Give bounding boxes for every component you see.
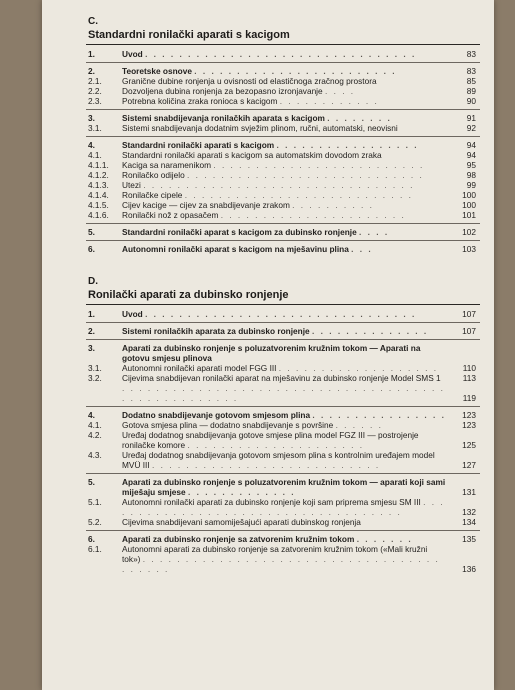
entry-number: 2. (88, 326, 95, 336)
entry-page: 113 (462, 373, 476, 383)
entry-page: 83 (466, 49, 476, 59)
entry-number: 3. (88, 113, 95, 123)
toc-entry (88, 150, 476, 160)
entry-page: 103 (462, 244, 476, 254)
toc-entry (88, 373, 476, 383)
entry-page: 91 (466, 113, 476, 123)
entry-page: 101 (462, 210, 476, 220)
entry-number: 2. (88, 66, 95, 76)
entry-page: 107 (462, 309, 476, 319)
entry-title: Uvod (122, 309, 143, 319)
entry-page: 99 (466, 180, 476, 190)
entry-page: 95 (466, 160, 476, 170)
divider (86, 109, 480, 110)
toc-entry (88, 86, 476, 96)
entry-title: Potrebna količina zraka ronioca s kacigom (122, 96, 278, 106)
leader-dots: . . . . . . . . . . . . . . . . (312, 410, 446, 420)
leader-dots: . . . . . . . . . . . . (279, 96, 379, 106)
entry-number: 4.1.1. (88, 160, 109, 170)
entry-title: Teoretske osnove (122, 66, 192, 76)
entry-number: 2.3. (88, 96, 102, 106)
divider (86, 240, 480, 241)
entry-title: Ronilački nož z opasačem (122, 210, 219, 220)
toc-entry (88, 244, 476, 254)
leader-dots: . . . . . . . . . . . . . . . . . . . . . (187, 440, 365, 450)
entry-title: Granične dubine ronjenja u ovisnosti od elastičnoga zračnog prostora (122, 76, 377, 86)
entry-number: 4.1. (88, 150, 102, 160)
leader-dots: . . . . . . (335, 420, 383, 430)
entry-title: Autonomni ronilački aparati za dubinsko ronjenje koji sam priprema smjesu SM III (122, 497, 421, 507)
section-letter: C. (88, 16, 98, 27)
leader-dots: . . . . . . . . . . . . . . . . . . . . . . . . . . . . . . . . (145, 49, 417, 59)
entry-number: 4.1.3. (88, 180, 109, 190)
toc-entry (88, 450, 476, 470)
leader-dots: . . . . . . . . (327, 113, 392, 123)
divider (86, 473, 480, 474)
entry-title: Sistemi snabdijevanja ronilačkih aparata s kacigom (122, 113, 325, 123)
leader-dots: . . . . . . . . . . . . . . . . . . . . . . . . . . . . . . . . (143, 180, 415, 190)
entry-number: 6. (88, 244, 95, 254)
leader-dots: . . . . . . . . . . . . . . . . . . . . . . . . . . . . (187, 170, 424, 180)
toc-entry (88, 534, 476, 544)
entry-page: 92 (466, 123, 476, 133)
entry-page: 123 (462, 410, 476, 420)
toc-entry (88, 420, 476, 430)
toc-entry (88, 190, 476, 200)
divider (86, 406, 480, 407)
entry-title: Ronilačko odijelo (122, 170, 185, 180)
entry-page: 98 (466, 170, 476, 180)
entry-page: 100 (462, 190, 476, 200)
divider (86, 223, 480, 224)
entry-number: 2.2. (88, 86, 102, 96)
leader-dots: . . . . . . . . . . . . . (187, 487, 296, 497)
entry-number: 4.1.6. (88, 210, 109, 220)
entry-page: 132 (462, 507, 476, 517)
entry-title: Standardni ronilački aparati s kacigom (122, 140, 275, 150)
toc-entry (88, 96, 476, 106)
leader-dots: . . . . . . . . . . . . . . . . . . . (278, 363, 439, 373)
entry-page: 136 (462, 564, 476, 574)
toc-entry (88, 113, 476, 123)
leader-dots: . . . . . . . . . . . . . . . . . . . . . . . . . . . . . . . . (145, 309, 417, 319)
toc-entry (88, 430, 476, 450)
toc-entry (88, 123, 476, 133)
entry-title: Uvod (122, 49, 143, 59)
leader-dots: . . . . . . . . . . . . . . . . . . . . . . (220, 210, 406, 220)
leader-dots: . . . . . . . . . . . . . . . . . . . . . . . . . . . (184, 190, 413, 200)
toc-entry (88, 170, 476, 180)
entry-title: Cijev kacige — cijev za snabdijevanje zrakom (122, 200, 290, 210)
divider (86, 322, 480, 323)
entry-title: Standardni ronilački aparat s kacigom za dubinsko ronjenje (122, 227, 357, 237)
leader-dots: . . . . . . . . . . . . . . (311, 326, 429, 336)
leader-dots: . . . . . . . . . . . . . . . . . . . . . . . . . (213, 160, 425, 170)
entry-title: Uređaj dodatnog snabdijevanja gotovom smjesom plina s kontrolnim uređajem model MVÜ III (122, 450, 435, 470)
entry-title: Gotova smjesa plina — dodatno snabdijevanje s površine (122, 420, 334, 430)
entry-number: 4.1.4. (88, 190, 109, 200)
entry-number: 3. (88, 343, 95, 353)
entry-number: 6.1. (88, 544, 102, 554)
toc-entry (88, 200, 476, 210)
leader-dots: . . . . (324, 86, 356, 96)
entry-page: 94 (466, 150, 476, 160)
divider (86, 136, 480, 137)
entry-title: Dozvoljena dubina ronjenja za bezopasno izronjavanje (122, 86, 323, 96)
entry-title: Kaciga sa naramenikom (122, 160, 212, 170)
entry-number: 1. (88, 309, 95, 319)
section-title: Standardni ronilački aparati s kacigom (88, 29, 290, 41)
section-title: Ronilački aparati za dubinsko ronjenje (88, 289, 289, 301)
entry-number: 5. (88, 227, 95, 237)
entry-page: 85 (466, 76, 476, 86)
section-letter: D. (88, 276, 98, 287)
entry-number: 5. (88, 477, 95, 487)
entry-number: 5.2. (88, 517, 102, 527)
entry-title: Ronilačke cipele (122, 190, 183, 200)
section-c (42, 0, 494, 254)
book-page (42, 0, 494, 690)
entry-page: 119 (462, 393, 476, 403)
toc-entry (88, 343, 476, 363)
entry-title: Autonomni ronilački aparati model FGG III (122, 363, 277, 373)
leader-dots: . . . (351, 244, 373, 254)
toc-entry (88, 477, 476, 497)
leader-dots: . . . . . . . . . . (292, 200, 374, 210)
entry-number: 1. (88, 49, 95, 59)
leader-dots: . . . . . . . . . . . . . . . . . . . . . . . . . . . . . . . . . . . . (122, 497, 445, 517)
leader-dots: . . . . . . . . . . . . . . . . . (276, 140, 419, 150)
toc-entry (88, 517, 476, 527)
entry-page: 94 (466, 140, 476, 150)
toc-entry (88, 544, 476, 574)
entry-title: Aparati za dubinsko ronjenje sa zatvorenim kružnim tokom (122, 534, 355, 544)
entry-number: 4.3. (88, 450, 102, 460)
leader-dots: . . . . (359, 227, 390, 237)
entry-number: 4.1.5. (88, 200, 109, 210)
toc-entry (88, 326, 476, 336)
divider (86, 530, 480, 531)
entry-number: 4. (88, 140, 95, 150)
entry-page: 83 (466, 66, 476, 76)
entry-page: 89 (466, 86, 476, 96)
section-d (42, 254, 494, 574)
entry-page: 123 (462, 420, 476, 430)
entry-title: Cijevima snabdijevani samomiješajući aparati dubinskog ronjenja (122, 517, 361, 527)
leader-dots: . . . . . . . . . . . . . . . . . . . . . . . . . . . . . . . . . . . . . . . . . (122, 554, 440, 574)
entry-title: Sistemi ronilačkih aparata za dubinsko ronjenje (122, 326, 310, 336)
toc-entry (88, 227, 476, 237)
entry-title: Cijevima snabdijevan ronilački aparat na mješavinu za dubinsko ronjenje Model SMS 1 (122, 373, 441, 383)
toc-entry (88, 140, 476, 150)
leader-dots: . . . . . . . . . . . . . . . . . . . . . . . . (194, 66, 397, 76)
entry-page: 125 (462, 440, 476, 450)
entry-page: 102 (462, 227, 476, 237)
toc-entry (88, 410, 476, 420)
entry-title: Aparati za dubinsko ronjenje s poluzatvorenim kružnim tokom — Aparati na gotovu smjesu plinova (122, 343, 421, 363)
toc-entry (88, 210, 476, 220)
leader-dots: . . . . . . . (356, 534, 413, 544)
section-rule (86, 304, 480, 305)
toc-entry (88, 497, 476, 517)
entry-page: 107 (462, 326, 476, 336)
toc-entry (88, 160, 476, 170)
entry-number: 4.1.2. (88, 170, 109, 180)
entry-number: 3.1. (88, 363, 102, 373)
entry-title: Autonomni ronilački aparat s kacigom na mješavinu plina (122, 244, 349, 254)
entry-number: 3.2. (88, 373, 102, 383)
toc-entry (88, 76, 476, 86)
entry-page: 131 (462, 487, 476, 497)
entry-page: 135 (462, 534, 476, 544)
toc-entry (88, 180, 476, 190)
divider (86, 62, 480, 63)
entry-page: 110 (462, 363, 476, 373)
toc-entry (88, 363, 476, 373)
divider (86, 339, 480, 340)
entry-title: Standardni ronilački aparati s kacigom sa automatskim dovodom zraka (122, 150, 382, 160)
section-rule (86, 44, 480, 45)
entry-page: 127 (462, 460, 476, 470)
entry-title: Uređaj dodatnog snabdijevanja gotove smjese plina model FGZ III — postrojenje ronilačke komore (122, 430, 419, 450)
entry-number: 3.1. (88, 123, 102, 133)
leader-dots: . . . . . . . . . . . . . . . . . . . . . . . . . . . (151, 460, 381, 470)
entry-number: 5.1. (88, 497, 102, 507)
entry-number: 4.2. (88, 430, 102, 440)
entry-title: Utezi (122, 180, 141, 190)
toc-entry (88, 309, 476, 319)
entry-title: Dodatno snabdijevanje gotovom smjesom plina (122, 410, 311, 420)
entry-title: Sistemi snabdijevanja dodatnim svježim plinom, ručni, automatski, neovisni (122, 123, 398, 133)
toc-entry (88, 49, 476, 59)
entry-title: Autonomni aparati za dubinsko ronjenje sa zatvorenim kružnim tokom («Mali kružni tok») (122, 544, 428, 564)
entry-number: 6. (88, 534, 95, 544)
entry-page: 90 (466, 96, 476, 106)
entry-number: 4. (88, 410, 95, 420)
toc-entry (88, 66, 476, 76)
leader-dots: . . . . . . . . . . . . . . . . . . . . . . . . . . . . . . . . . . . . . . . . . . . . . . . . . . . . (122, 383, 445, 403)
entry-page: 134 (462, 517, 476, 527)
entry-title: Aparati za dubinsko ronjenje s poluzatvorenim kružnim tokom — aparati koji sami miješaju smjese (122, 477, 446, 497)
toc-entry (88, 383, 476, 403)
entry-number: 4.1. (88, 420, 102, 430)
entry-page: 100 (462, 200, 476, 210)
entry-number: 2.1. (88, 76, 102, 86)
